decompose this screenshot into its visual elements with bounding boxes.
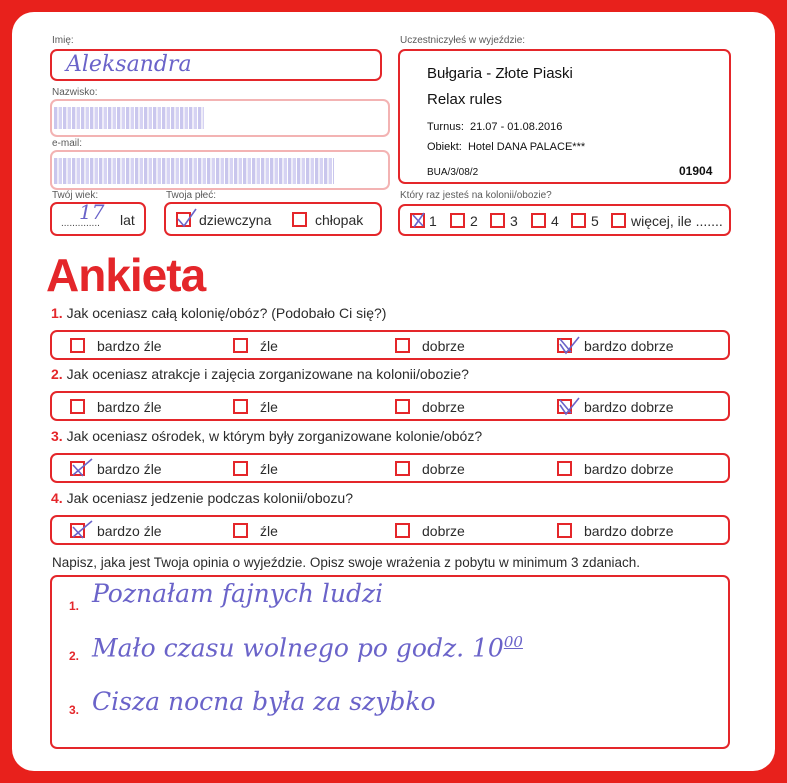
trip-object: Obiekt: Hotel DANA PALACE*** (427, 141, 586, 153)
check-mark-icon (176, 209, 198, 231)
question-2-options (50, 391, 730, 421)
question-1-option-2: źle (260, 338, 278, 354)
trip-info-box (398, 49, 731, 184)
email-label: e-mail: (52, 138, 83, 149)
question-2-option-1: bardzo źle (97, 399, 162, 415)
redacted-surname (54, 107, 204, 129)
question-4-checkbox-2[interactable] (233, 523, 248, 538)
question-2-checkbox-3[interactable] (395, 399, 410, 414)
times-checkbox-4[interactable] (531, 213, 546, 228)
question-1-options (50, 330, 730, 360)
times-checkbox-2[interactable] (450, 213, 465, 228)
question-number: 2. (51, 366, 63, 382)
email-field[interactable] (50, 150, 390, 190)
trip-code: BUA/3/08/2 (427, 167, 479, 178)
question-3-checkbox-1[interactable] (70, 461, 85, 476)
times-option-5: 5 (591, 213, 599, 229)
question-4-option-2: źle (260, 523, 278, 539)
gender-option-female: dziewczyna (199, 212, 272, 228)
question-2-option-4: bardzo dobrze (584, 399, 674, 415)
question-2-checkbox-1[interactable] (70, 399, 85, 414)
question-text: Jak oceniasz atrakcje i zajęcia zorganizowane na kolonii/obozie? (66, 366, 469, 382)
age-label: Twój wiek: (52, 190, 99, 201)
question-2-option-3: dobrze (422, 399, 465, 415)
opinion-box[interactable] (50, 575, 730, 749)
trip-turnus: Turnus: 21.07 - 01.08.2016 (427, 121, 563, 133)
gender-checkbox-female[interactable] (176, 212, 191, 227)
question-3-options (50, 453, 730, 483)
trip-destination: Bułgaria - Złote Piaski (427, 65, 573, 82)
name-field[interactable] (50, 49, 382, 81)
survey-sheet (12, 12, 775, 771)
times-option-4: 4 (551, 213, 559, 229)
question-3-checkbox-2[interactable] (233, 461, 248, 476)
times-field (398, 204, 731, 236)
question-3-option-4: bardzo dobrze (584, 461, 674, 477)
trip-program: Relax rules (427, 91, 503, 108)
question-4-option-4: bardzo dobrze (584, 523, 674, 539)
question-1-checkbox-3[interactable] (395, 338, 410, 353)
times-label: Który raz jesteś na kolonii/obozie? (400, 190, 552, 201)
question-2-option-2: źle (260, 399, 278, 415)
question-4-checkbox-3[interactable] (395, 523, 410, 538)
times-option-3: 3 (510, 213, 518, 229)
question-text: Jak oceniasz całą kolonię/obóz? (Podobało Ci się?) (66, 305, 387, 321)
check-mark-icon (70, 458, 94, 480)
times-checkbox-5[interactable] (571, 213, 586, 228)
opinion-line-2-num: 2. (69, 649, 80, 663)
question-1-option-1: bardzo źle (97, 338, 162, 354)
gender-field (164, 202, 382, 236)
cross-mark-icon (410, 210, 426, 228)
age-dots: .............. (61, 218, 100, 229)
gender-option-male: chłopak (315, 212, 364, 228)
question-3-option-2: źle (260, 461, 278, 477)
question-1-checkbox-1[interactable] (70, 338, 85, 353)
times-option-1: 1 (429, 213, 437, 229)
age-field[interactable] (50, 202, 146, 236)
opinion-prompt: Napisz, jaka jest Twoja opinia o wyjeździe. Opisz swoje wrażenia z pobytu w minimum 3 zdaniach. (52, 555, 641, 570)
times-option-more: więcej, ile ....... (631, 213, 723, 229)
check-mark-icon (70, 520, 94, 542)
opinion-line-2-sup: 00 (503, 633, 523, 651)
check-mark-icon (557, 396, 581, 418)
question-4-title (51, 490, 353, 506)
check-mark-icon (557, 335, 581, 357)
age-unit: lat (120, 212, 135, 228)
opinion-line-1-num: 1. (69, 599, 80, 613)
opinion-line-2-main: Mało czasu wolnego po godz. 10 (92, 633, 504, 663)
question-4-options (50, 515, 730, 545)
times-checkbox-1[interactable] (410, 213, 425, 228)
question-1-option-4: bardzo dobrze (584, 338, 674, 354)
opinion-line-2-text (92, 633, 523, 662)
question-text: Jak oceniasz ośrodek, w którym były zorganizowane kolonie/obóz? (66, 428, 483, 444)
question-3-title (51, 428, 482, 444)
question-4-option-3: dobrze (422, 523, 465, 539)
question-3-option-1: bardzo źle (97, 461, 162, 477)
surname-field[interactable] (50, 99, 390, 137)
redacted-email (54, 158, 334, 184)
question-2-checkbox-4[interactable] (557, 399, 572, 414)
question-1-checkbox-2[interactable] (233, 338, 248, 353)
question-number: 1. (51, 305, 63, 321)
gender-label: Twoja płeć: (166, 190, 217, 201)
name-value: Aleksandra (66, 52, 192, 77)
question-1-title (51, 305, 386, 321)
survey-title: Ankieta (46, 249, 206, 301)
question-number: 4. (51, 490, 63, 506)
times-option-2: 2 (470, 213, 478, 229)
question-2-checkbox-2[interactable] (233, 399, 248, 414)
question-3-option-3: dobrze (422, 461, 465, 477)
gender-checkbox-male[interactable] (292, 212, 307, 227)
surname-label: Nazwisko: (52, 87, 98, 98)
question-4-checkbox-4[interactable] (557, 523, 572, 538)
question-2-title (51, 366, 469, 382)
opinion-line-3-text: Cisza nocna była za szybko (92, 687, 436, 716)
participant-label: Uczestniczyłeś w wyjeździe: (400, 35, 526, 46)
opinion-line-3-num: 3. (69, 703, 80, 717)
question-4-option-1: bardzo źle (97, 523, 162, 539)
question-text: Jak oceniasz jedzenie podczas kolonii/obozu? (66, 490, 353, 506)
times-checkbox-more[interactable] (611, 213, 626, 228)
age-value: 17 (79, 200, 105, 224)
name-label: Imię: (52, 35, 74, 46)
question-1-option-3: dobrze (422, 338, 465, 354)
question-3-checkbox-4[interactable] (557, 461, 572, 476)
question-1-checkbox-4[interactable] (557, 338, 572, 353)
trip-number: 01904 (679, 164, 713, 178)
question-number: 3. (51, 428, 63, 444)
times-checkbox-3[interactable] (490, 213, 505, 228)
question-4-checkbox-1[interactable] (70, 523, 85, 538)
opinion-line-1-text: Poznałam fajnych ludzi (92, 579, 384, 608)
question-3-checkbox-3[interactable] (395, 461, 410, 476)
